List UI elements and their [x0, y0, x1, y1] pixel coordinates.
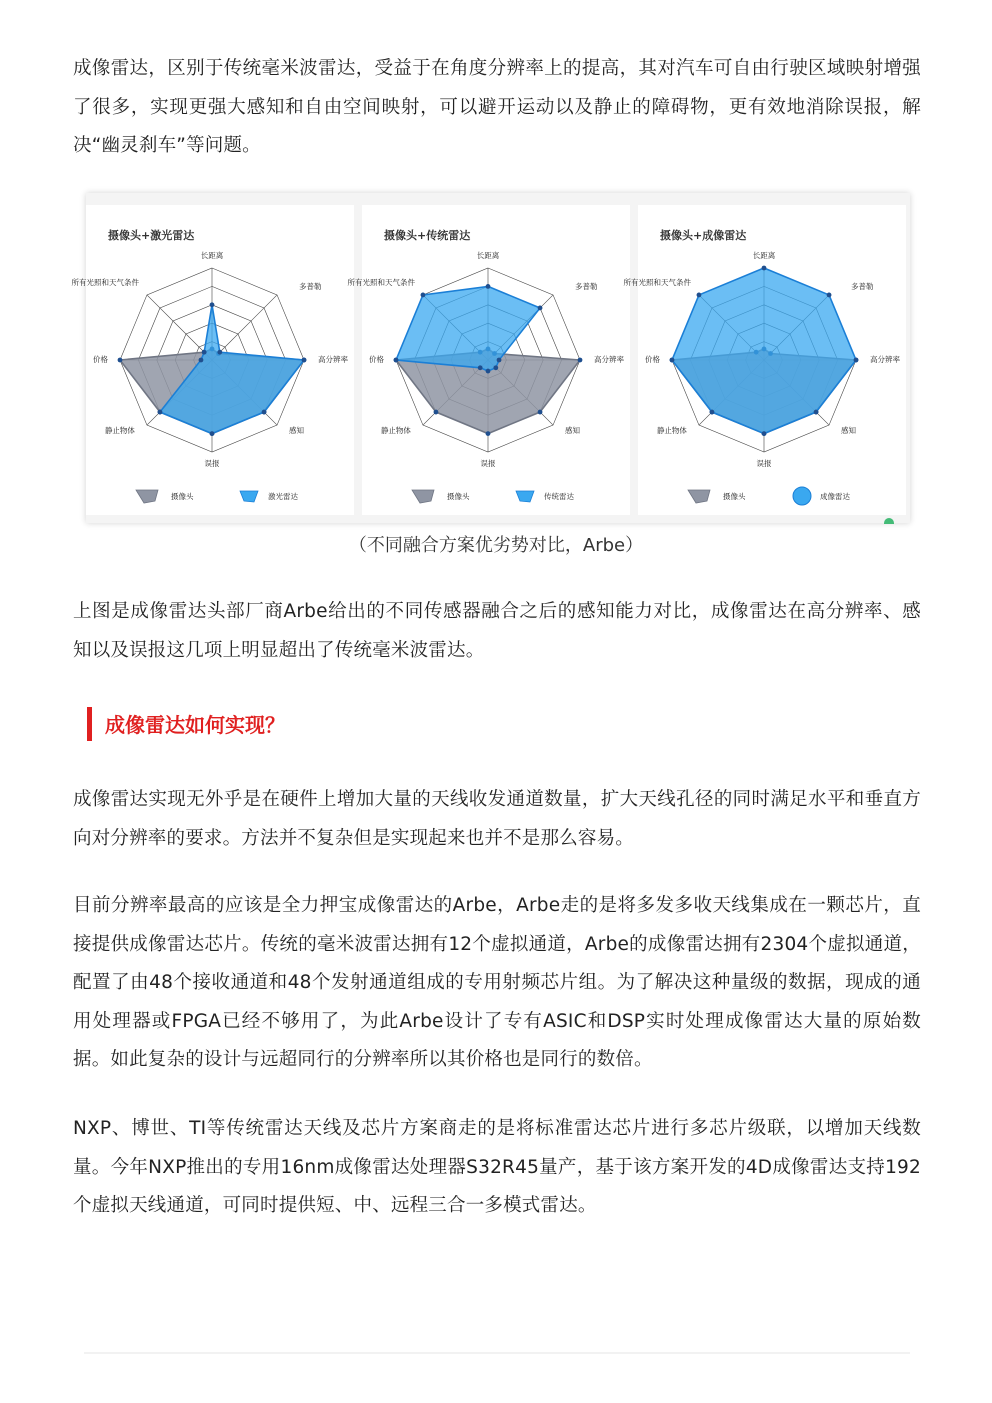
radar-panel-camera-lidar — [71, 205, 354, 515]
data-point — [434, 410, 439, 415]
axis-label: 静止物体 — [656, 426, 687, 436]
legend-label: 成像雷达 — [820, 492, 850, 501]
data-point — [854, 358, 859, 363]
data-point — [217, 350, 222, 355]
axis-label: 感知 — [841, 426, 857, 436]
axis-label: 高分辨率 — [594, 355, 624, 364]
panel-title: 摄像头+激光雷达 — [108, 229, 195, 242]
axis-label: 静止物体 — [104, 426, 135, 436]
legend-label: 摄像头 — [447, 492, 470, 501]
radar-panel-camera-radar — [347, 205, 630, 515]
data-point — [302, 358, 307, 363]
axis-label: 多普勒 — [575, 281, 598, 291]
section-heading: 成像雷达如何实现？ — [105, 713, 285, 737]
legend-swatch-sensor — [793, 487, 811, 505]
axis-label: 高分辨率 — [870, 355, 900, 364]
data-point — [497, 358, 502, 363]
data-point — [210, 302, 215, 307]
section-marker — [87, 707, 92, 741]
figure-caption: （不同融合方案优劣势对比，Arbe） — [348, 535, 644, 556]
data-point — [421, 293, 426, 298]
data-point — [199, 358, 204, 363]
data-point — [578, 358, 583, 363]
data-point — [827, 293, 832, 298]
implementation-paragraph: 成像雷达实现无外乎是在硬件上增加大量的天线收发通道数量，扩大天线孔径的同时满足水平和垂直方向对分辨率的要求。方法并不复杂但是实现起来也并不是那么容易。 — [73, 789, 921, 849]
data-point — [814, 410, 819, 415]
data-point — [210, 431, 215, 436]
data-point — [710, 410, 715, 415]
data-point — [202, 350, 207, 355]
intro-paragraph: 成像雷达，区别于传统毫米波雷达，受益于在角度分辨率上的提高，其对汽车可自由行驶区域映射增强了很多，实现更强大感知和自由空间映射，可以避开运动以及静止的障碍物，更有效地消除误报，解决“幽灵刹车”等问题。 — [73, 58, 921, 156]
data-point — [762, 431, 767, 436]
axis-label: 多普勒 — [851, 281, 874, 291]
axis-label: 误报 — [204, 459, 220, 468]
axis-label: 长距离 — [752, 251, 776, 260]
radar-chart — [71, 205, 354, 515]
data-point — [493, 365, 498, 370]
axis-label: 感知 — [289, 426, 305, 436]
panel-title: 摄像头+传统雷达 — [384, 229, 471, 242]
axis-label: 长距离 — [200, 251, 224, 260]
legend-label: 传统雷达 — [544, 492, 574, 501]
comparison-figure — [71, 193, 910, 523]
axis-label: 价格 — [93, 355, 108, 364]
legend-label: 摄像头 — [723, 492, 746, 501]
analysis-paragraph: 上图是成像雷达头部厂商Arbe给出的不同传感器融合之后的感知能力对比，成像雷达在高分辨率、感知以及误报这几项上明显超出了传统毫米波雷达。 — [73, 601, 921, 661]
legend-swatch-camera — [136, 490, 158, 503]
panel-title: 摄像头+成像雷达 — [660, 229, 747, 242]
data-point — [262, 410, 267, 415]
radar-chart — [347, 205, 630, 515]
axis-label: 误报 — [756, 459, 772, 468]
data-point — [670, 358, 675, 363]
radar-panel-camera-imaging-radar — [623, 205, 906, 515]
data-point — [538, 410, 543, 415]
axis-label: 价格 — [645, 355, 660, 364]
data-point — [486, 284, 491, 289]
axis-label: 静止物体 — [380, 426, 411, 436]
axis-label: 长距离 — [476, 251, 500, 260]
radar-chart — [623, 205, 906, 515]
axis-label: 高分辨率 — [318, 355, 348, 364]
data-point — [478, 365, 483, 370]
data-point — [697, 293, 702, 298]
axis-label: 所有光照和天气条件 — [347, 277, 415, 287]
axis-label: 多普勒 — [299, 281, 322, 291]
data-point — [486, 431, 491, 436]
legend-swatch-sensor — [516, 491, 534, 502]
footer-divider — [84, 1352, 910, 1354]
legend-swatch-camera — [412, 490, 434, 503]
data-point — [118, 358, 123, 363]
nxp-paragraph: NXP、博世、TI等传统雷达天线及芯片方案商走的是将标准雷达芯片进行多芯片级联，以增加天线数量。今年NXP推出的专用16nm成像雷达处理器S32R45量产，基于该方案开发的4D成像雷达支持192个虚拟天线通道，可同时提供短、中、远程三合一多模式雷达。 — [73, 1118, 921, 1216]
arbe-paragraph: 目前分辨率最高的应该是全力押宝成像雷达的Arbe，Arbe走的是将多发多收天线集成在一颗芯片，直接提供成像雷达芯片。传统的毫米波雷达拥有12个虚拟通道，Arbe的成像雷达拥有2304个虚拟通道，配置了由48个接收通道和48个发射通道组成的专用射频芯片组。为了解决这种量级的数据，现成的通用处理器或FPGA已经不够用了，为此Arbe设计了专有ASIC和DSP实时处理成像雷达大量的原始数据。如此复杂的设计与远超同行的分辨率所以其价格也是同行的数倍。 — [73, 895, 921, 1070]
axis-label: 感知 — [565, 426, 581, 436]
axis-label: 所有光照和天气条件 — [623, 277, 691, 287]
data-point — [762, 266, 767, 271]
legend-label: 激光雷达 — [268, 492, 298, 501]
axis-label: 价格 — [369, 355, 384, 364]
data-point — [394, 358, 399, 363]
axis-label: 所有光照和天气条件 — [71, 277, 139, 287]
legend-swatch-camera — [688, 490, 710, 503]
data-point — [158, 410, 163, 415]
legend-swatch-sensor — [240, 491, 258, 502]
data-point — [486, 369, 491, 374]
data-point — [538, 306, 543, 311]
axis-label: 误报 — [480, 459, 496, 468]
legend-label: 摄像头 — [171, 492, 194, 501]
decorative-dot — [884, 518, 894, 524]
